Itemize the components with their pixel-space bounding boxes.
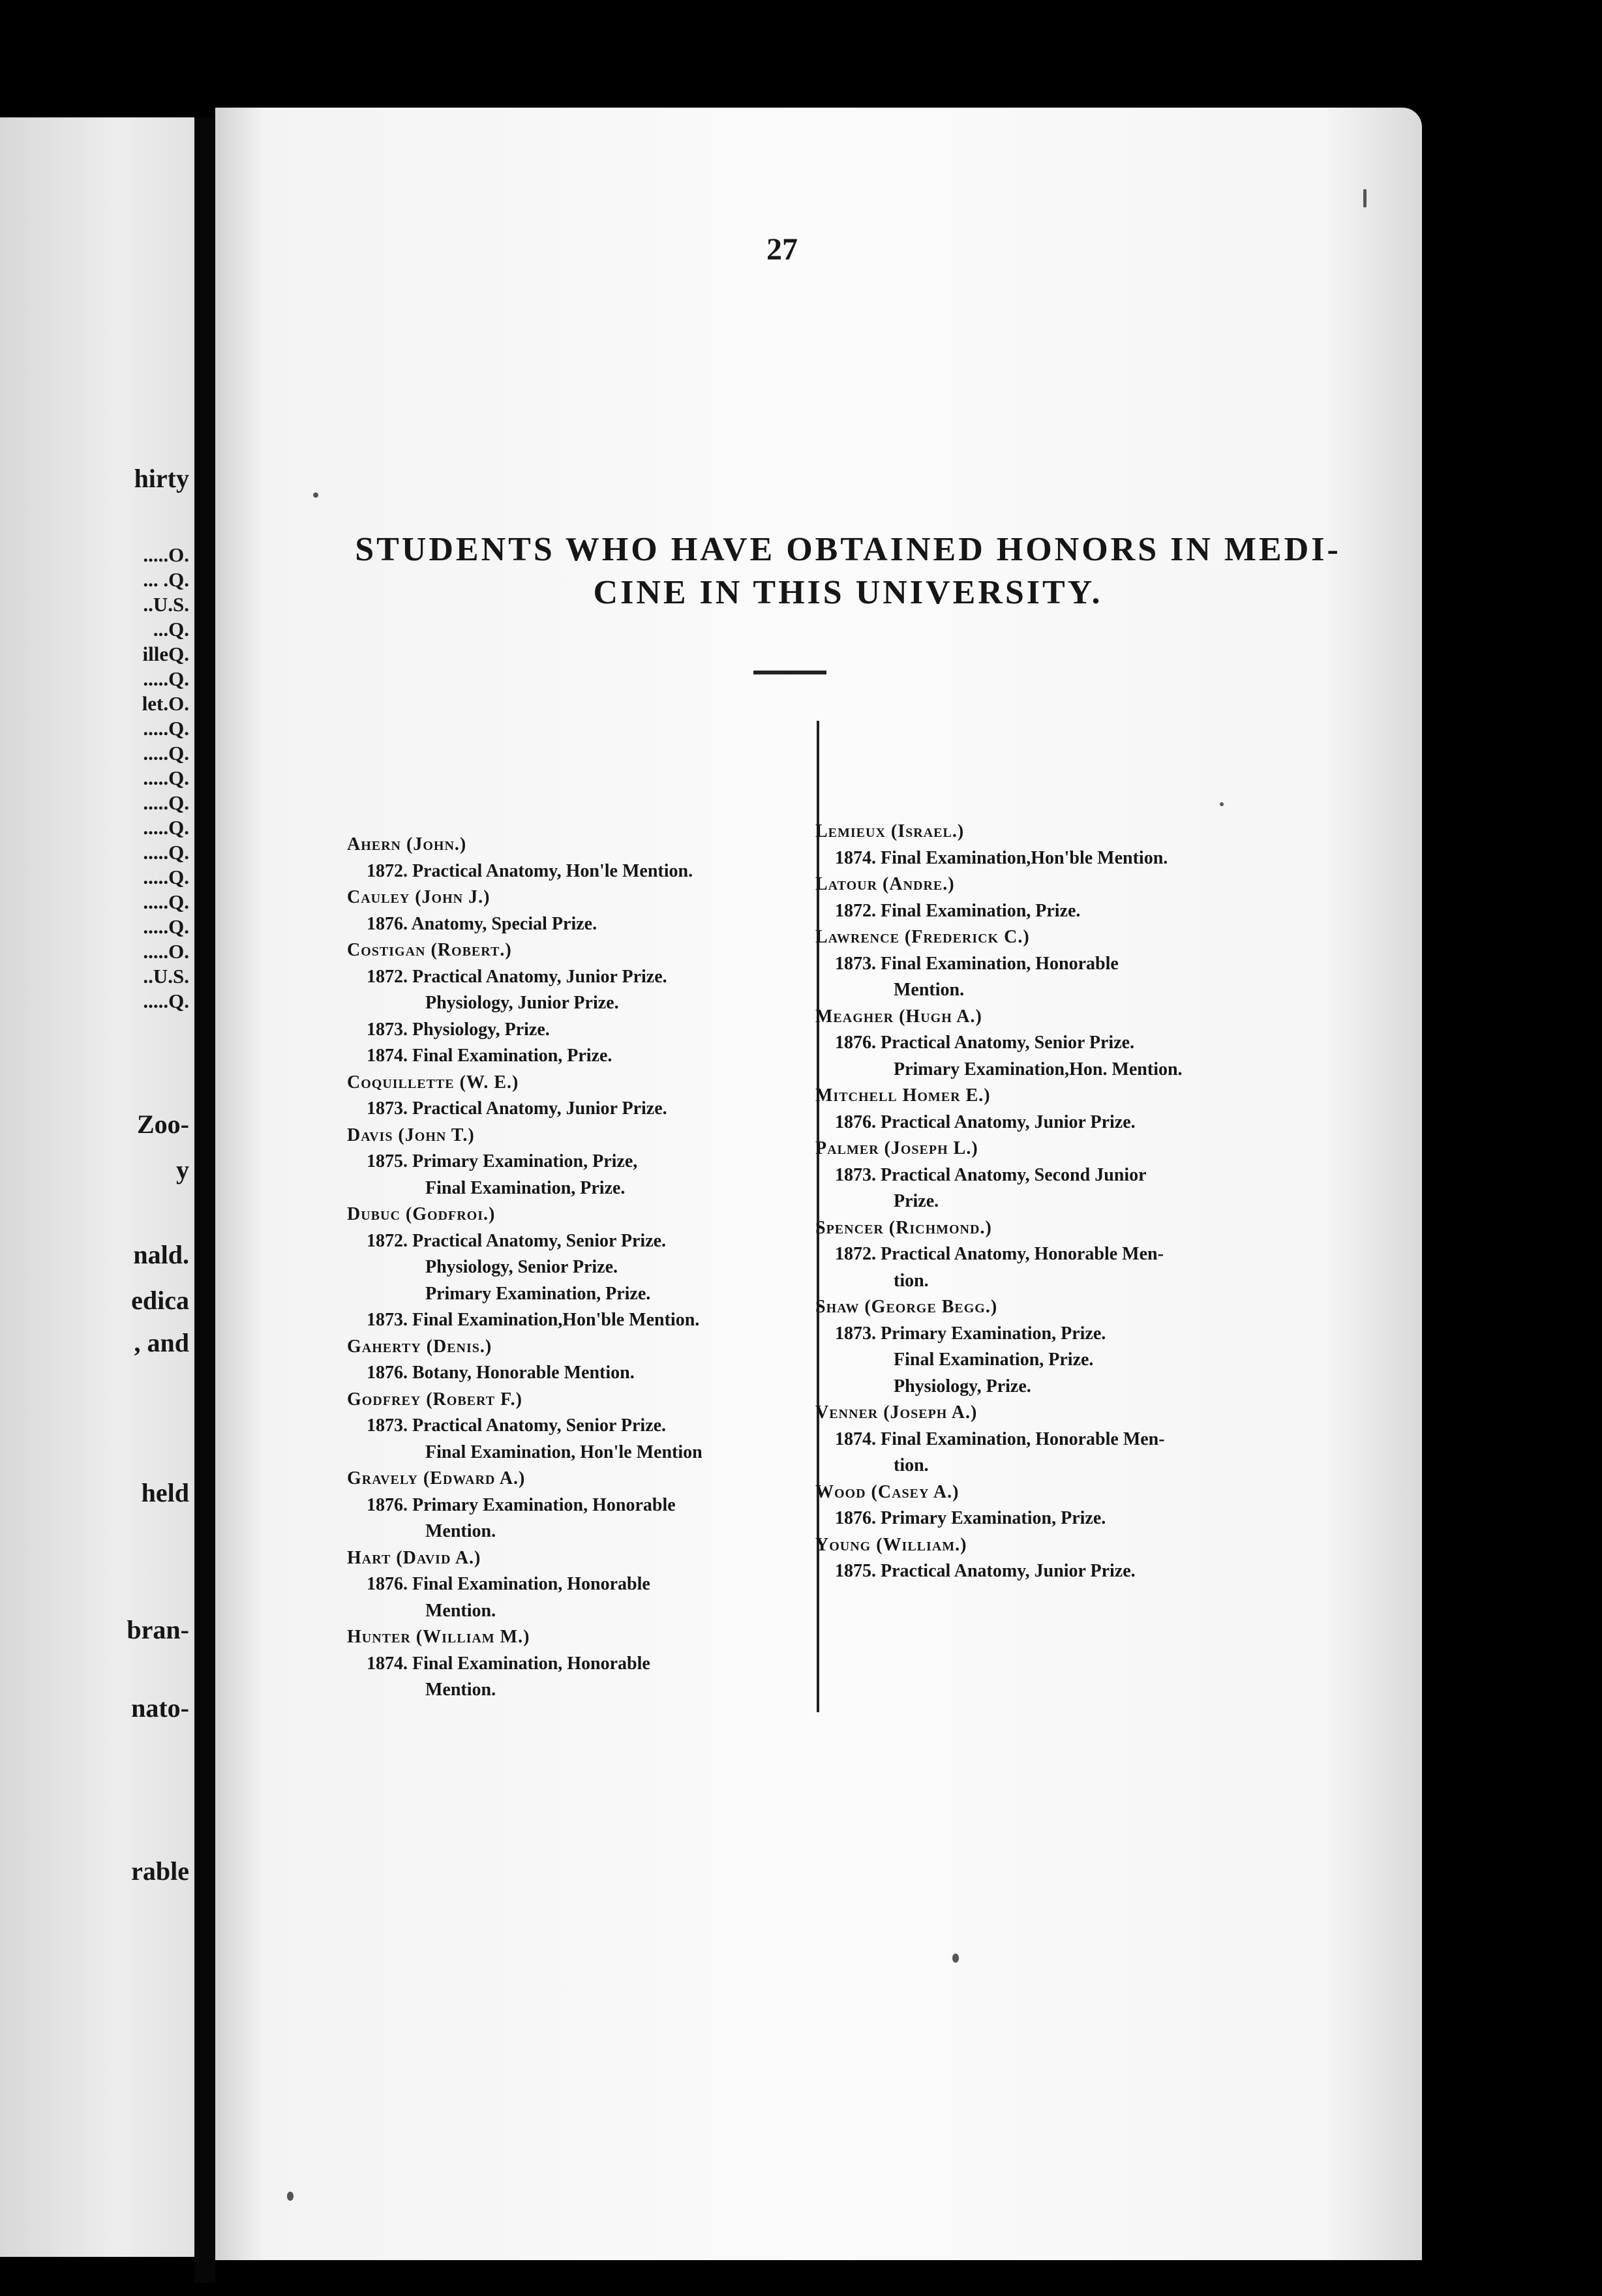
honor-line: Final Examination, Prize. <box>894 1350 1094 1370</box>
honor-line: Mention. <box>894 980 965 1000</box>
honor-year: 1874. <box>367 1046 408 1066</box>
honor-text: Final Examination, Honorable <box>408 1574 650 1594</box>
honor-line: Primary Examination,Hon. Mention. <box>894 1059 1183 1080</box>
honor-year: 1876. <box>367 1494 408 1515</box>
honor-year: 1873. <box>367 1310 408 1330</box>
left-page-text-fragment: , and <box>134 1328 189 1357</box>
honor-line <box>815 1427 1305 1453</box>
honor-text: Primary Examination, Prize. <box>876 1323 1106 1344</box>
page-speck <box>287 2192 294 2201</box>
student-name: Meagher (Hugh A.) <box>815 1006 982 1027</box>
heading-line-2: CINE IN THIS UNIVERSITY. <box>593 574 1103 611</box>
honor-line <box>347 1043 817 1070</box>
honor-text: Practical Anatomy, Junior Prize. <box>876 1561 1136 1581</box>
student-name: Godfrey (Robert F.) <box>347 1389 522 1410</box>
honor-year: 1875. <box>367 1151 408 1171</box>
honor-text: Final Examination, Honorable <box>408 1653 650 1674</box>
left-page-text-fragment: .....Q. <box>143 890 189 913</box>
honor-text: Final Examination, Prize. <box>876 900 1081 921</box>
honor-line <box>347 1571 817 1598</box>
left-page-text-fragment: .....O. <box>143 543 189 566</box>
student-name: Hunter (William M.) <box>347 1627 530 1647</box>
honor-text: Practical Anatomy, Senior Prize. <box>408 1415 667 1436</box>
student-name: Gaherty (Denis.) <box>347 1336 492 1357</box>
left-column <box>347 832 817 1704</box>
honor-line <box>815 951 1305 978</box>
honor-text: Practical Anatomy, Hon'le Mention. <box>408 860 693 881</box>
honor-text: Final Examination, Prize. <box>408 1046 612 1066</box>
student-name: Shaw (George Begg.) <box>815 1297 998 1317</box>
student-name: Costigan (Robert.) <box>347 940 512 960</box>
student-name: Latour (Andre.) <box>815 874 955 894</box>
honor-line <box>815 1505 1305 1532</box>
honor-line <box>347 1096 817 1123</box>
student-name: Lawrence (Frederick C.) <box>815 927 1030 947</box>
honor-year: 1873. <box>835 1164 876 1185</box>
honor-line: Final Examination, Hon'le Mention <box>425 1442 703 1462</box>
honor-text: Final Examination, Honorable Men- <box>876 1428 1165 1449</box>
honor-line <box>347 1228 817 1255</box>
left-page-text-fragment: .....Q. <box>143 742 189 764</box>
honor-line <box>347 1149 817 1175</box>
honor-year: 1872. <box>835 900 876 921</box>
honor-text: Primary Examination, Prize, <box>408 1151 638 1171</box>
honor-text: Practical Anatomy, Junior Prize. <box>876 1111 1136 1132</box>
honor-year: 1872. <box>367 966 408 987</box>
honor-year: 1873. <box>367 1415 408 1436</box>
left-page-text-fragment: nald. <box>133 1240 189 1269</box>
honor-line <box>815 1030 1305 1057</box>
honor-year: 1872. <box>835 1244 876 1264</box>
student-name: Gravely (Edward A.) <box>347 1468 526 1488</box>
left-page-text-fragment: nato- <box>131 1693 189 1723</box>
honor-year: 1875. <box>835 1561 876 1581</box>
left-page-text-fragment: .....Q. <box>143 989 189 1012</box>
page-speck <box>313 492 318 498</box>
honor-year: 1876. <box>835 1111 876 1132</box>
honor-year: 1876. <box>367 1574 408 1594</box>
honor-text: Practical Anatomy, Senior Prize. <box>408 1230 667 1251</box>
student-name: Spencer (Richmond.) <box>815 1217 992 1238</box>
student-name: Wood (Casey A.) <box>815 1481 960 1502</box>
honor-line <box>815 845 1305 872</box>
left-page-text-fragment: hirty <box>134 464 189 493</box>
honor-line <box>815 1321 1305 1348</box>
left-page-text-fragment: let.O. <box>142 692 189 715</box>
honor-line <box>347 1651 817 1678</box>
left-page-text-fragment: held <box>141 1478 189 1507</box>
honor-line <box>347 858 817 885</box>
honor-year: 1876. <box>367 913 408 934</box>
honor-line: Final Examination, Prize. <box>425 1177 626 1198</box>
honor-text: Practical Anatomy, Junior Prize. <box>408 1098 667 1119</box>
student-name: Cauley (John J.) <box>347 887 491 907</box>
honor-line <box>347 1360 817 1387</box>
honor-line: Primary Examination, Prize. <box>425 1283 651 1304</box>
left-page-text-fragment: ..U.S. <box>143 965 189 988</box>
left-page-text-fragment: bran- <box>127 1615 189 1644</box>
honor-year: 1872. <box>367 860 408 881</box>
left-page-text-fragment: Zoo- <box>137 1110 189 1139</box>
page <box>215 108 1422 2260</box>
honor-line <box>347 1413 817 1440</box>
honor-line: Mention. <box>425 1680 496 1700</box>
page-speck <box>1220 802 1224 806</box>
honor-year: 1873. <box>367 1098 408 1119</box>
student-name: Coquillette (W. E.) <box>347 1072 519 1093</box>
honor-line: tion. <box>894 1455 929 1475</box>
honor-line <box>815 1162 1305 1189</box>
student-name: Mitchell Homer E.) <box>815 1085 991 1106</box>
student-name: Young (William.) <box>815 1534 967 1555</box>
honor-line: Prize. <box>894 1191 939 1211</box>
honor-line <box>347 1307 817 1334</box>
honor-year: 1876. <box>835 1508 876 1528</box>
left-page-text-fragment: .....Q. <box>143 791 189 814</box>
honor-text: Anatomy, Special Prize. <box>408 913 597 934</box>
page-speck <box>952 1954 959 1963</box>
page-heading <box>307 528 1389 614</box>
honor-line: Physiology, Prize. <box>894 1376 1031 1397</box>
left-page-text-fragment: .....Q. <box>143 841 189 864</box>
honor-year: 1876. <box>367 1363 408 1383</box>
student-name: Ahern (John.) <box>347 834 467 854</box>
left-page-text-fragment: ... .Q. <box>143 568 189 591</box>
honor-line <box>347 1492 817 1519</box>
page-speck <box>1363 189 1367 207</box>
honor-text: Practical Anatomy, Honorable Men- <box>876 1244 1164 1264</box>
honor-year: 1872. <box>367 1230 408 1251</box>
honor-year: 1873. <box>835 953 876 974</box>
honor-line <box>815 1110 1305 1136</box>
honor-line <box>815 1558 1305 1585</box>
honor-line: Mention. <box>425 1600 496 1621</box>
book-spine <box>194 117 215 2283</box>
honor-text: Physiology, Prize. <box>408 1019 550 1040</box>
honor-year: 1874. <box>367 1653 408 1674</box>
honor-line <box>815 1241 1305 1268</box>
student-name: Davis (John T.) <box>347 1125 475 1145</box>
honor-text: Practical Anatomy, Senior Prize. <box>876 1033 1135 1053</box>
honor-line <box>815 898 1305 925</box>
student-name: Lemieux (Israel.) <box>815 821 965 841</box>
honor-text: Final Examination,Hon'ble Mention. <box>408 1310 700 1330</box>
heading-line-1: STUDENTS WHO HAVE OBTAINED HONORS IN MEDI- <box>355 531 1341 568</box>
left-page-text-fragment: .....Q. <box>143 667 189 690</box>
honor-line <box>347 964 817 991</box>
heading-rule <box>753 671 826 674</box>
honor-year: 1876. <box>835 1033 876 1053</box>
honor-line: Physiology, Junior Prize. <box>425 993 619 1013</box>
left-page-text-fragment: .....Q. <box>143 866 189 888</box>
left-page-text-fragment: .....Q. <box>143 816 189 839</box>
left-page-text-fragment: .....O. <box>143 940 189 963</box>
left-page-text-fragment: ..U.S. <box>143 593 189 616</box>
student-name: Hart (David A.) <box>347 1547 481 1568</box>
left-page-text-fragment: .....Q. <box>143 915 189 938</box>
honor-line: Mention. <box>425 1521 496 1541</box>
student-name: Palmer (Joseph L.) <box>815 1138 978 1158</box>
honor-text: Botany, Honorable Mention. <box>408 1363 635 1383</box>
honor-text: Primary Examination, Honorable <box>408 1494 676 1515</box>
previous-page-fragment <box>0 117 196 2257</box>
honor-text: Practical Anatomy, Second Junior <box>876 1164 1147 1185</box>
honor-year: 1873. <box>367 1019 408 1040</box>
page-number: 27 <box>766 232 798 267</box>
student-name: Venner (Joseph A.) <box>815 1402 978 1423</box>
honor-line <box>347 1017 817 1044</box>
honor-line: tion. <box>894 1270 929 1291</box>
honor-line <box>347 911 817 938</box>
honor-year: 1873. <box>835 1323 876 1344</box>
honor-year: 1874. <box>835 1428 876 1449</box>
honor-text: Final Examination,Hon'ble Mention. <box>876 847 1168 868</box>
left-page-text-fragment: y <box>176 1155 189 1185</box>
honor-text: Primary Examination, Prize. <box>876 1508 1106 1528</box>
honor-line: Physiology, Senior Prize. <box>425 1257 618 1277</box>
left-page-text-fragment: ...Q. <box>153 618 189 641</box>
honor-text: Final Examination, Honorable <box>876 953 1119 974</box>
honor-text: Practical Anatomy, Junior Prize. <box>408 966 667 987</box>
left-page-text-fragment: .....Q. <box>143 717 189 740</box>
left-page-text-fragment: illeQ. <box>142 642 189 665</box>
left-page-text-fragment: edica <box>131 1286 189 1315</box>
student-name: Dubuc (Godfroi.) <box>347 1204 496 1224</box>
honor-year: 1874. <box>835 847 876 868</box>
left-page-text-fragment: rable <box>131 1856 189 1886</box>
right-column <box>815 819 1305 1585</box>
left-page-text-fragment: .....Q. <box>143 766 189 789</box>
